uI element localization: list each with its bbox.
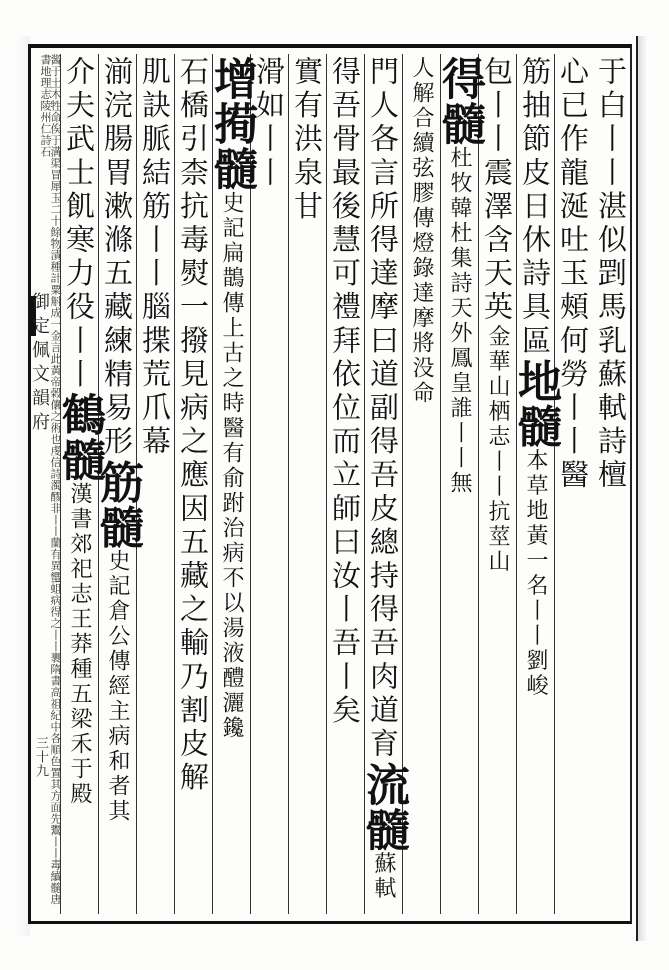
column-text: 于白丨丨湛似㓻馬乳蘇軾詩檀 (594, 56, 628, 493)
column-text: 冒犀玉二十餘物漬種計粟斛成一金言此黃帝 (49, 169, 62, 388)
annotation-di-2: 金華山栖志丨丨抗莖山 (485, 324, 510, 575)
column-text: 實有洪泉甘 (290, 56, 324, 224)
annotation-jin-2: 病得之丨丨裹隋書高祖紀 (49, 594, 62, 721)
text-column-7 (358, 54, 409, 914)
text-column-1 (592, 54, 630, 914)
annotation-di: 本草地黃一名丨丨劉峻 (523, 448, 548, 699)
column-text: 滑如丨丨 (252, 56, 286, 191)
text-column-2 (554, 54, 592, 914)
left-margin-columns (40, 54, 60, 914)
text-column-4 (478, 54, 516, 914)
headword-liu: 流髓 (358, 761, 409, 852)
text-column-9 (288, 54, 326, 914)
margin-book-title: 御定佩文韻府 (29, 292, 50, 436)
annotation-de-2: 人解合續弦膠傳燈錄達摩將没命 (409, 56, 434, 406)
folio-number: 三十九 (33, 736, 48, 778)
annotation-liu-2: 詩石 (39, 134, 52, 158)
column-text: 肌訣脈結筋丨丨腦揲荒爪幕 (138, 56, 172, 460)
column-text: 石橋引柰抗毒熨一撥見病之應因五藏之輸乃割皮解 (176, 56, 210, 796)
column-text: 湔浣腸胃漱滌五藏練精易形 (100, 56, 134, 460)
annotation-jin: 史記倉公傳經主病和者其 (105, 549, 130, 825)
annotation-zeng: 史記扁鵲傳上古之時醫有俞跗治病不以湯液醴灑鑱 (219, 191, 244, 741)
headword-xu: 續髓 (49, 870, 62, 894)
text-column-3 (510, 54, 561, 914)
text-column-8 (326, 54, 364, 914)
annotation-he: 漢書郊祀志王莽種五梁禾于殿 (67, 482, 92, 807)
headword-he: 鶴髓 (54, 392, 105, 482)
column-text: 門人各言所得達摩曰道副得吾皮總持得吾肉道育 (366, 56, 400, 762)
headword-zeng: 增㨚髓 (206, 56, 257, 191)
column-text: 心已作龍涎吐玉頰何勞丨丨醫 (556, 56, 590, 493)
column-text: 酱于土木牲命俟于溝渠 (49, 54, 62, 169)
text-column-14 (92, 54, 143, 914)
annotation-de: 杜牧韓杜集詩天外鳳皇誰丨丨無 (447, 146, 472, 496)
headword-de: 得髓 (434, 56, 485, 146)
text-column-11 (206, 54, 257, 914)
annotation-liu: 蘇軾 (371, 851, 396, 902)
annotation-xu-2: 志陵州仁 (39, 88, 52, 135)
annotation-he-2: 中各順色置其方面先鬻丨丨毒 (49, 721, 62, 871)
annotation-xu: 唐書地理 (39, 54, 62, 905)
text-column-12 (174, 54, 212, 914)
column-text: 榖儴之術也虔信詩濁醪非丨丨蘭有異蠁蛆 (49, 387, 62, 595)
headword-di: 地髓 (510, 358, 561, 449)
headword-jin: 筋髓 (92, 459, 143, 550)
binding-edge (636, 36, 648, 941)
column-text: 得吾骨最後慧可禮拜依位而立師曰汝丨吾丨矣 (328, 56, 362, 728)
text-column-5 (434, 54, 485, 914)
column-text: 介夫武士飢寒力役丨丨 (62, 56, 96, 392)
column-text: 包丨丨震澤含天英 (480, 56, 514, 325)
column-text: 筋抽節皮日休詩具區 (518, 56, 552, 359)
